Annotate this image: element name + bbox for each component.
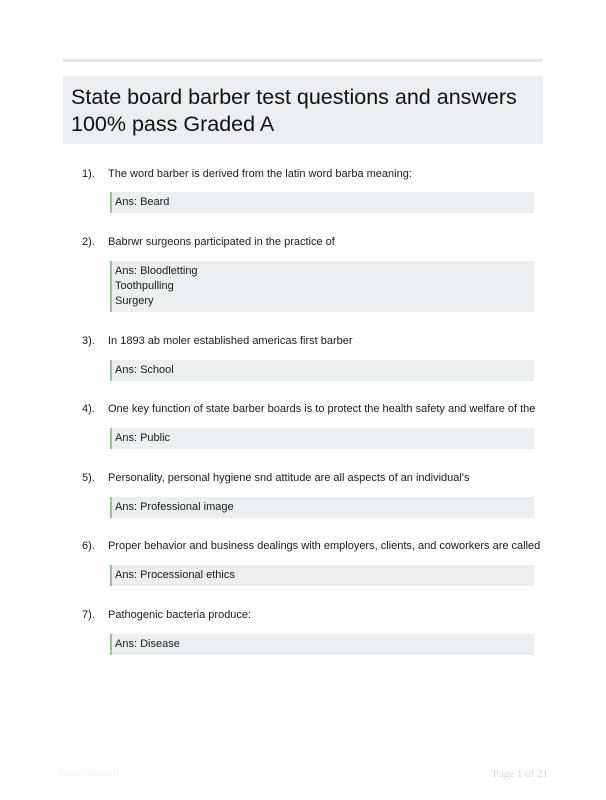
answer-line: Ans: Bloodletting — [115, 265, 198, 277]
question-number: 6). — [82, 540, 95, 552]
document-title: State board barber test questions and answers 100% pass Graded A — [71, 85, 517, 136]
page-indicator: Page 1 of 21 — [492, 768, 548, 780]
question-text: One key function of state barber boards is to protect the health safety and welfare of the — [108, 403, 536, 415]
question-text: Pathogenic bacteria produce: — [108, 609, 252, 621]
answer-line: Ans: Processional ethics — [115, 569, 235, 581]
answer-box — [110, 497, 534, 518]
answer-box — [110, 428, 534, 449]
question-number: 1). — [82, 168, 95, 180]
answer-box — [110, 360, 534, 381]
answer-line: Ans: Professional image — [115, 501, 234, 513]
answer-box — [110, 261, 534, 312]
question-text: The word barber is derived from the latin word barba meaning: — [108, 168, 412, 180]
question-number: 5). — [82, 472, 95, 484]
question-number: 2). — [82, 236, 95, 248]
question-number: 7). — [82, 609, 95, 621]
question-number: 4). — [82, 403, 95, 415]
answer-line: Ans: School — [115, 364, 174, 376]
question-number: 3). — [82, 335, 95, 347]
question-text: Personality, personal hygiene snd attitude are all aspects of an individual's — [108, 472, 470, 484]
answer-line: Toothpulling — [115, 280, 174, 292]
question-text: Proper behavior and business dealings with employers, clients, and coworkers are called — [108, 540, 541, 552]
question-text: In 1893 ab moler established americas first barber — [108, 335, 353, 347]
watermark-text: Paperlibi.com — [58, 768, 119, 779]
answer-line: Ans: Disease — [115, 638, 180, 650]
question-text: Babrwr surgeons participated in the practice of — [108, 236, 335, 248]
answer-box — [110, 192, 534, 213]
answer-line: Ans: Public — [115, 432, 171, 444]
answer-box — [110, 634, 534, 655]
answer-line: Ans: Beard — [115, 196, 170, 208]
answer-line: Surgery — [115, 295, 154, 307]
answer-box — [110, 565, 534, 586]
